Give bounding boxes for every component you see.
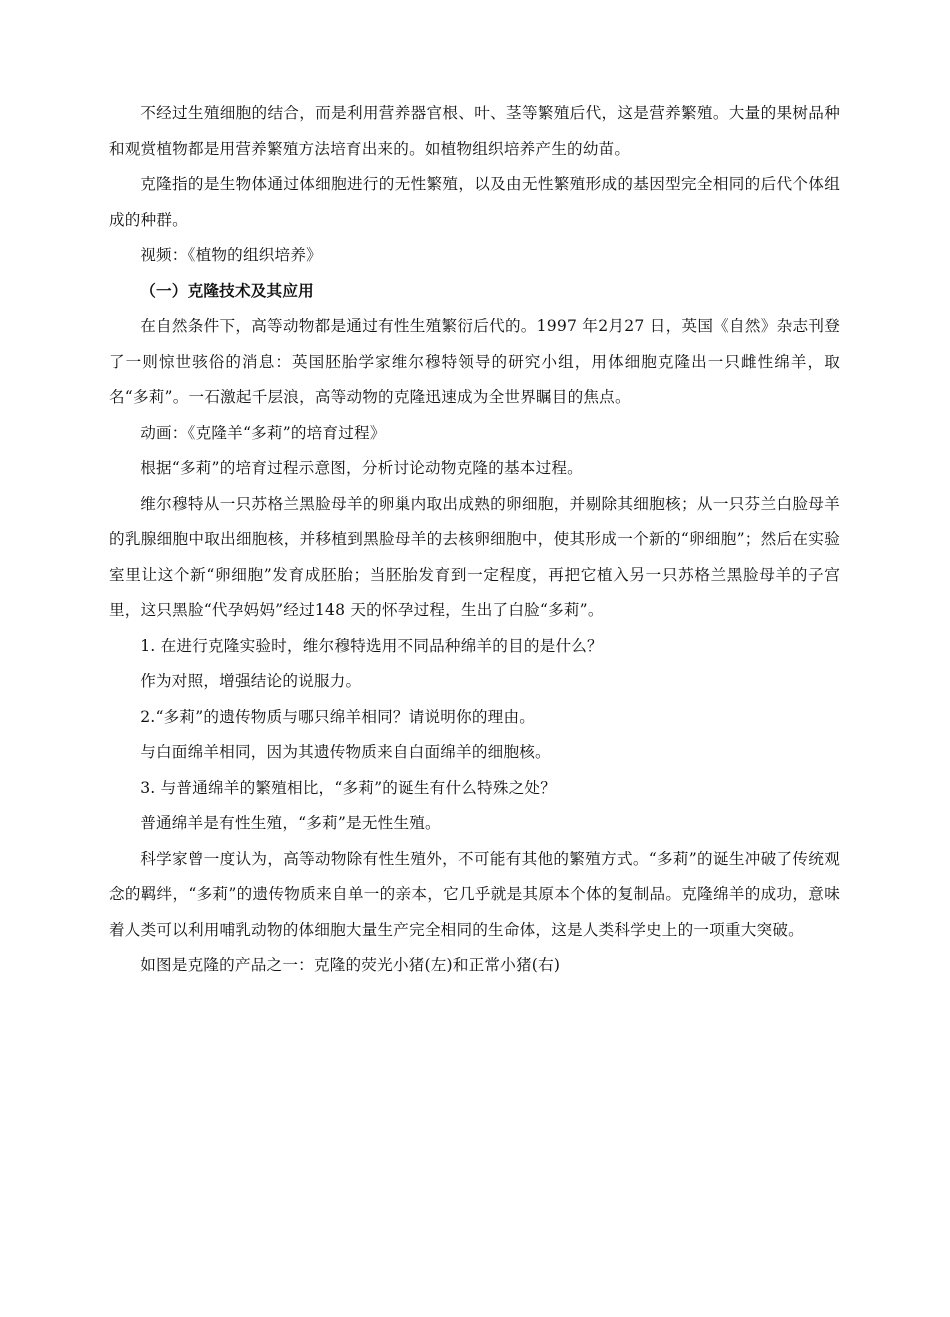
answer-1: 作为对照，增强结论的说服力。: [140, 672, 362, 690]
paragraph-cloning-process: 维尔穆特从一只苏格兰黑脸母羊的卵巢内取出成熟的卵细胞，并剔除其细胞核；从一只芬兰白脸母羊的乳腺细胞中取出细胞核，并移植到黑脸母羊的去核卵细胞中，使其形成一个新的“卵细胞”；然后在实验室里让这个新“卵细胞”发育成胚胎；当胚胎发育到一定程度，再把它植入另一只苏格兰黑脸母羊的子宫里，这只黑脸“代孕妈妈”经过148 天的怀孕过程，生出了白脸“多莉”。: [109, 494, 840, 619]
paragraph-discussion-prompt: 根据“多莉”的培育过程示意图，分析讨论动物克隆的基本过程。: [140, 459, 583, 477]
answer-3: 普通绵羊是有性生殖，“多莉”是无性生殖。: [140, 814, 441, 832]
paragraph-breakthrough: 科学家曾一度认为，高等动物除有性生殖外，不可能有其他的繁殖方式。“多莉”的诞生冲破了传统观念的羁绊，“多莉”的遗传物质来自单一的亲本，它几乎就是其原本个体的复制品。克隆绵羊的成功，意味着人类可以利用哺乳动物的体细胞大量生产完全相同的生命体，这是人类科学史上的一项重大突破。: [109, 849, 840, 939]
question-3: 3. 与普通绵羊的繁殖相比，“多莉”的诞生有什么特殊之处？: [140, 778, 557, 797]
paragraph-vegetative-propagation: 不经过生殖细胞的结合，而是利用营养器官根、叶、茎等繁殖后代，这是营养繁殖。大量的果树品种和观赏植物都是用营养繁殖方法培育出来的。如植物组织培养产生的幼苗。: [109, 104, 840, 158]
paragraph-figure-caption: 如图是克隆的产品之一：克隆的荧光小猪(左)和正常小猪(右): [140, 956, 561, 974]
paragraph-animation-reference: 动画：《克隆羊“多莉”的培育过程》: [140, 423, 386, 442]
paragraph-dolly-news: 在自然条件下，高等动物都是通过有性生殖繁衍后代的。1997 年2月27 日，英国《自然》杂志刊登了一则惊世骇俗的消息：英国胚胎学家维尔穆特领导的研究小组，用体细胞克隆出一只雌性绵羊，取名“多莉”。一石激起千层浪，高等动物的克隆迅速成为全世界瞩目的焦点。: [109, 317, 840, 406]
paragraph-video-reference: 视频：《植物的组织培养》: [140, 246, 322, 264]
answer-2: 与白面绵羊相同，因为其遗传物质来自白面绵羊的细胞核。: [140, 743, 551, 761]
paragraph-clone-definition: 克隆指的是生物体通过体细胞进行的无性繁殖，以及由无性繁殖形成的基因型完全相同的后代个体组成的种群。: [109, 175, 840, 229]
document-page: [109, 96, 840, 984]
question-2: 2.“多莉”的遗传物质与哪只绵羊相同？请说明你的理由。: [140, 707, 536, 726]
question-1: 1. 在进行克隆实验时，维尔穆特选用不同品种绵羊的目的是什么？: [140, 636, 603, 655]
section-heading: （一）克隆技术及其应用: [140, 281, 314, 300]
